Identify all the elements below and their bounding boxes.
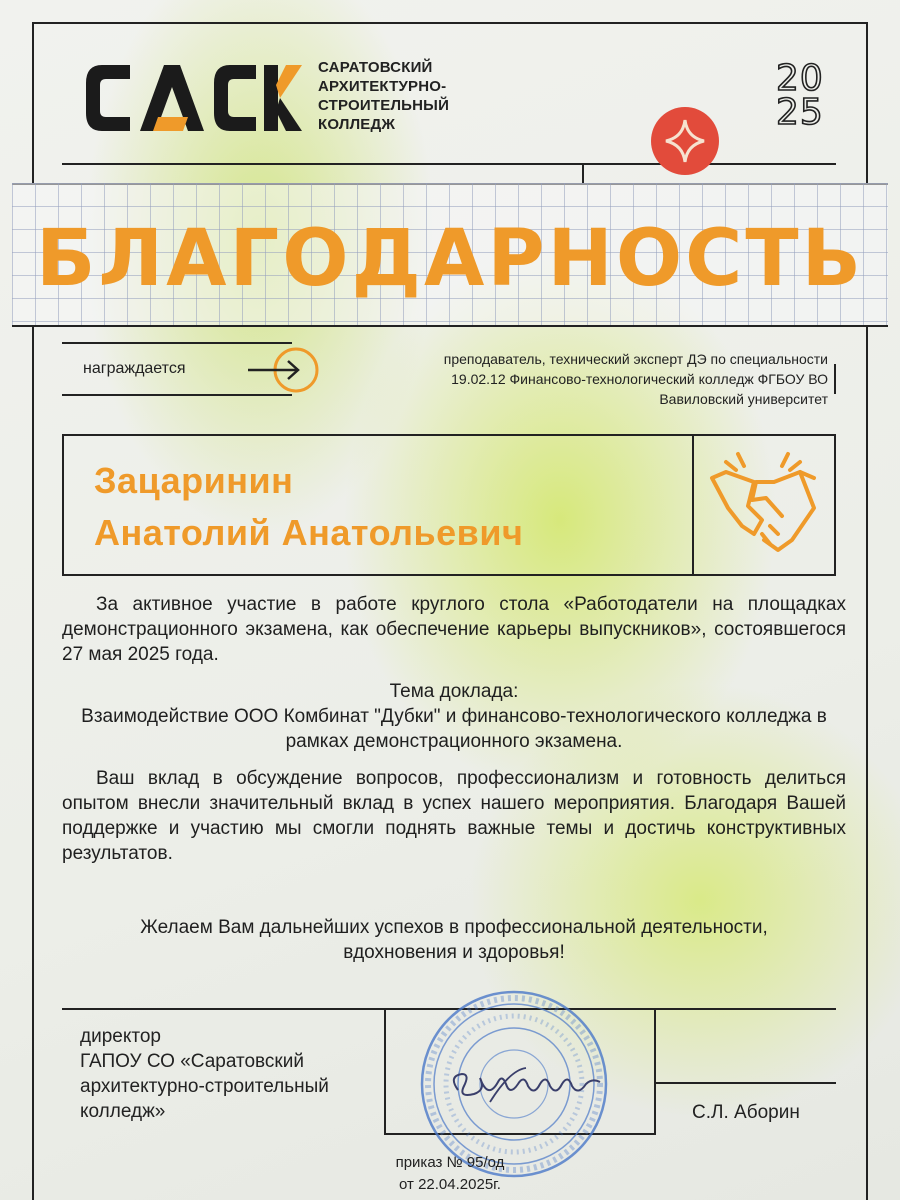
order-reference (0, 1152, 900, 1196)
awarded-top-line (62, 342, 292, 344)
college-logo (80, 55, 305, 143)
college-name (318, 58, 449, 134)
frame-right-line (866, 22, 868, 184)
certificate-title: БЛАГОДАРНОСТЬ (35, 214, 865, 304)
wishes-text: Желаем Вам дальнейших успехов в профессиональной деятельности, вдохновения и здоровья! (140, 917, 768, 963)
recipient-name (94, 455, 523, 559)
body-right-line (866, 325, 868, 1200)
contribution-text: Ваш вклад в обсуждение вопросов, профессионализм и готовность делиться опытом внесли значительный вклад в успех нашего мероприятия. Благодаря Вашей поддержке и участию мы смогли поднять важные темы и достичь конструктивных результатов. (62, 768, 846, 864)
college-name-line-2: АРХИТЕКТУРНО- (318, 78, 447, 95)
recipient-position (308, 349, 828, 409)
handshake-icon (704, 448, 822, 560)
awarded-bottom-line (62, 394, 292, 396)
frame-left-line (32, 22, 34, 184)
name-box-divider (692, 434, 694, 576)
body-left-line (32, 325, 34, 1200)
order-date: от 22.04.2025г. (399, 1176, 501, 1193)
signer-name: С.Л. Аборин (692, 1102, 800, 1123)
year-label (776, 58, 824, 133)
recipient-surname: Зацаринин (94, 460, 294, 501)
position-line-3: Вавиловский университет (659, 391, 828, 407)
director-line-2: ГАПОУ СО «Саратовский (80, 1051, 304, 1072)
footer-left-divider (384, 1008, 386, 1135)
director-line-4: колледж» (80, 1101, 166, 1122)
star-badge-icon (650, 106, 720, 176)
college-name-line-3: СТРОИТЕЛЬНЫЙ (318, 97, 450, 114)
college-name-line-1: САРАТОВСКИЙ (318, 59, 433, 76)
director-line-1: директор (80, 1026, 161, 1047)
year-top: 20 (776, 58, 824, 99)
band-bottom-line (12, 325, 888, 327)
awarded-label: награждается (83, 360, 186, 377)
director-line-3: архитектурно-строительный (80, 1076, 329, 1097)
frame-top-line (32, 22, 868, 24)
year-bottom: 25 (776, 92, 824, 133)
director-signature (440, 1060, 610, 1110)
topic-text: Взаимодействие ООО Комбинат "Дубки" и финансово-технологического колледжа в рамках демонстрационного экзамена. (81, 706, 827, 752)
position-line-2: 19.02.12 Финансово-технологический колледж ФГБОУ ВО (451, 371, 828, 387)
position-bracket (834, 364, 836, 394)
signer-top-line (654, 1082, 836, 1084)
footer-right-divider (654, 1008, 656, 1135)
order-number: приказ № 95/од (395, 1154, 505, 1171)
position-line-1: преподаватель, технический эксперт ДЭ по специальности (443, 351, 828, 367)
header-tick (582, 163, 584, 183)
director-title (80, 1024, 329, 1124)
recipient-given-names: Анатолий Анатольевич (94, 512, 524, 553)
college-name-line-4: КОЛЛЕДЖ (318, 116, 396, 133)
participation-text: За активное участие в работе круглого стола «Работодатели на площадках демонстрационного экзамена, как обеспечение карьеры выпускников», состоявшегося 27 мая 2025 года. (62, 594, 846, 665)
topic-heading: Тема доклада: (389, 681, 519, 702)
